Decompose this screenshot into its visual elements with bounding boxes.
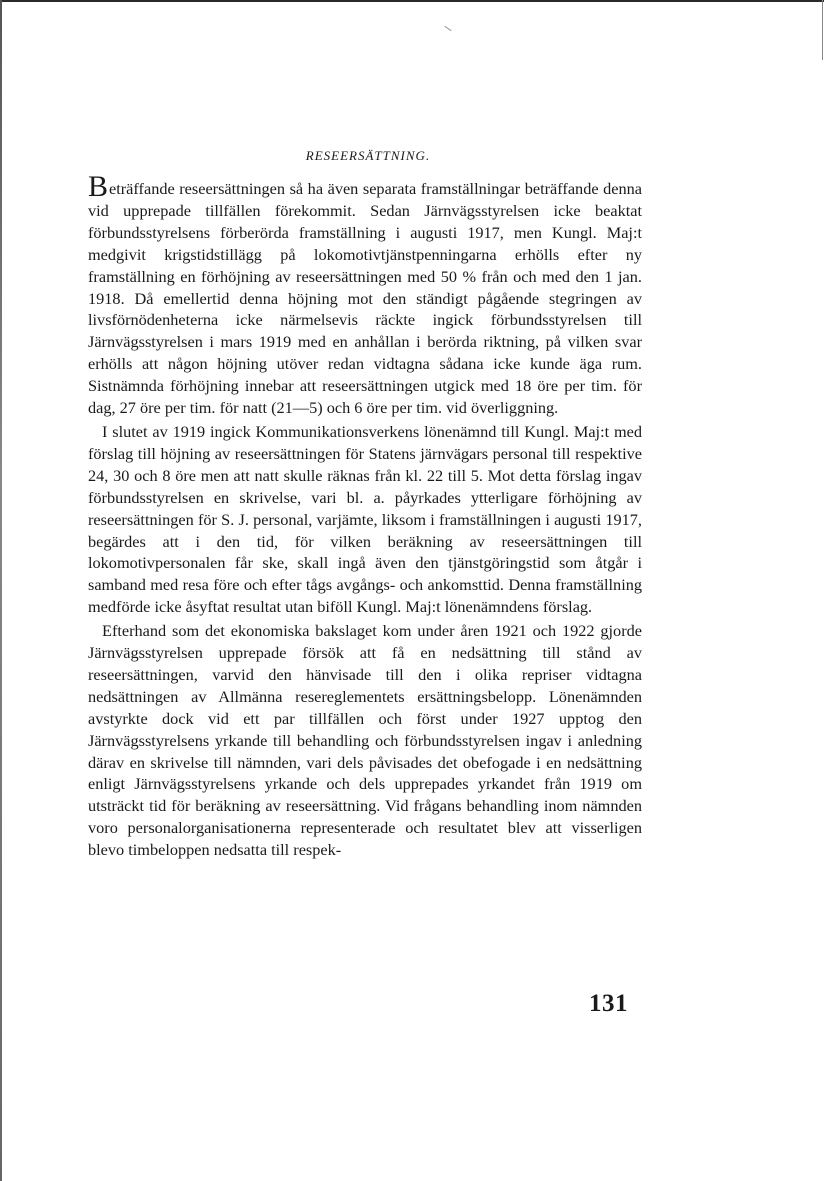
book-page (88, 148, 642, 861)
page-number: 131 (589, 990, 628, 1017)
paragraph-2: I slutet av 1919 ingick Kommunikationsverkens lönenämnd till Kungl. Maj:t med förslag till höjning av reseersättningen för Statens järnvägars personal till respektive 24, 30 och 8 öre men att natt skulle räknas från kl. 22 till 5. Mot detta förslag ingav förbundsstyrelsen en skrivelse, vari bl. a. påyrkades ytterligare förhöjning av reseersättningen för S. J. personal, varjämte, liksom i framställningen i augusti 1917, begärdes att i den tid, för vilken beräkning av reseersättningen till lokomotivpersonalen får ske, skall ingå även den tjänstgöringstid som åtgår i samband med resa före och efter tågs avgångs- och ankomsttid. Denna framställning medförde icke åsyftat resultat utan biföll Kungl. Maj:t lönenämndens förslag. (88, 421, 642, 617)
scan-right-mark (822, 0, 823, 60)
paragraph-3: Efterhand som det ekonomiska bakslaget kom under åren 1921 och 1922 gjorde Järnvägsstyrelsen upprepade försök att få en nedsättning till stånd av reseersättningen, varvid den hänvisade till den i olika repriser vidtagna nedsättningen av Allmänna resereglementets ersättningsbelopp. Lönenämnden avstyrkte dock vid ett par tillfällen och först under 1927 upptog den Järnvägsstyrelsens yrkande till behandling och förbundsstyrelsen ingav i anledning därav en skrivelse till nämnden, vari dels påvisades det obefogade i en nedsättning enligt Järnvägsstyrelsens yrkande och dels upprepades yrkandet från 1919 om utsträckt tid för beräkning av reseersättning. Vid frågans behandling inom nämnden voro personalorganisationerna representerade och resultatet blev att visserligen blevo timbeloppen nedsatta till respek- (88, 621, 642, 860)
scan-top-border (0, 0, 824, 2)
scan-left-border (0, 0, 2, 1181)
running-title: RESEERSÄTTNING. (305, 148, 431, 163)
scan-speck (444, 26, 451, 31)
paragraph-1 (88, 170, 642, 419)
paragraph-1-text: eträffande reseersättningen så ha även separata framställningar beträffande denna vid upprepade tillfällen förekommit. Sedan Järnvägsstyrelsen icke beaktat förbundsstyrelsens förberörda framställning i augusti 1917, men Kungl. Maj:t medgivit krigstidstillägg på lokomotivtjänstpenningarna erhölls efter ny framställning en förhöjning av reseersättningen med 50 % från och med den 1 jan. 1918. Då emellertid denna höjning mot den ständigt pågående stegringen av livsförnödenheterna icke närmelsevis räckte ingick förbundsstyrelsen till Järnvägsstyrelsen i mars 1919 med en anhållan i berörda riktning, på vilken svar erhölls att någon höjning utöver redan vidtagna sådana icke kunde äga rum. Sistnämnda förhöjning innebar att reseersättningen utgick med 18 öre per tim. för dag, 27 öre per tim. för natt (21—5) och 6 öre per tim. vid överliggning. (88, 179, 642, 418)
drop-cap: B (88, 170, 109, 203)
